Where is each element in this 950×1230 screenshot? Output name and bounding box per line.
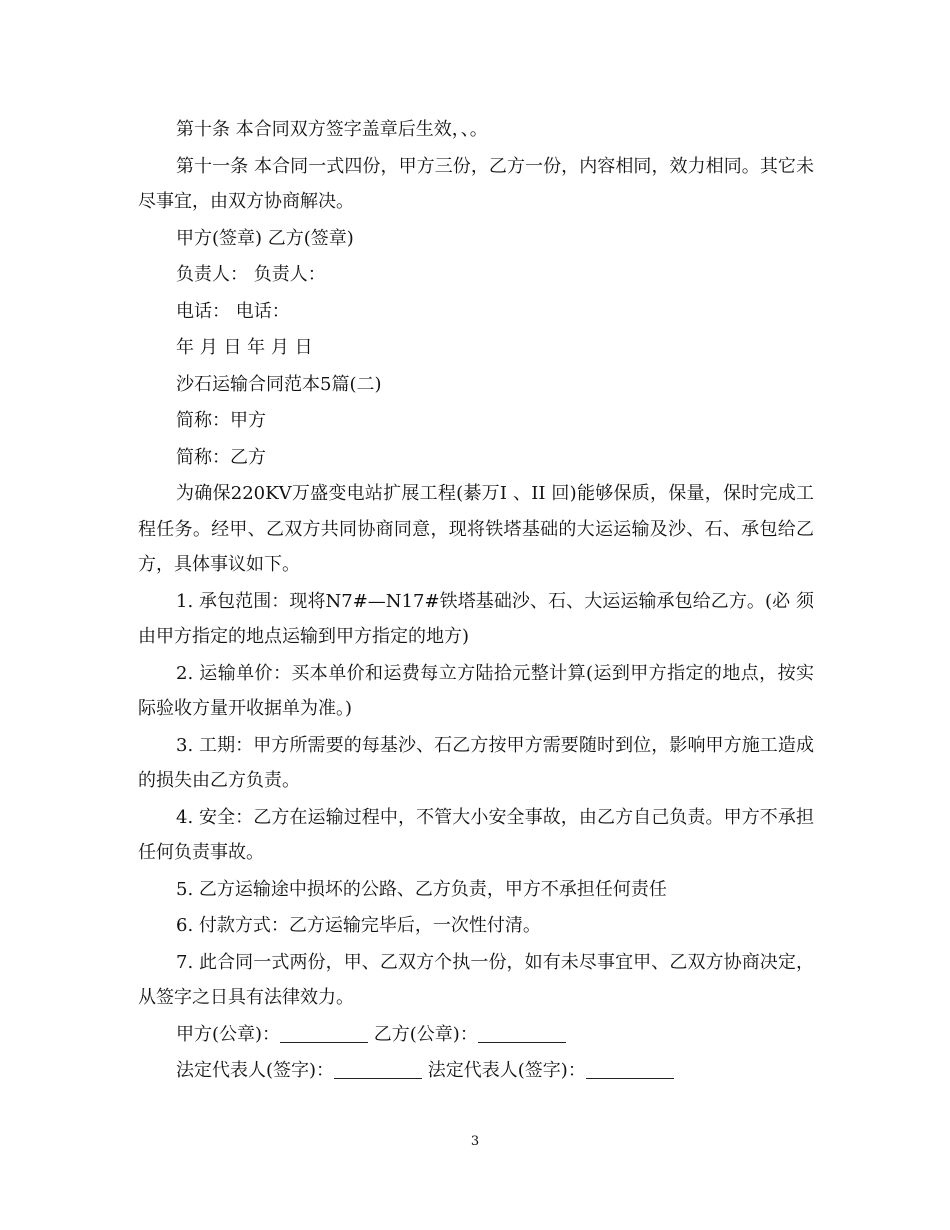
party-b-rep-label: 法定代表人(签字)： <box>427 1060 586 1081</box>
party-a-rep-label: 法定代表人(签字)： <box>176 1060 335 1081</box>
item-5-road-damage: 5. 乙方运输途中损坏的公路、乙方负责，甲方不承担任何责任 <box>176 878 667 900</box>
party-b-seal-label: 乙方(公章)： <box>373 1023 478 1045</box>
clause-10: 第十条 本合同双方签字盖章后生效，、。 <box>176 119 488 140</box>
section-title: 沙石运输合同范本5篇(二) <box>176 373 382 395</box>
intro-paragraph: 为确保220KV万盛变电站扩展工程(綦万I 、II 回)能够保质，保量，保时完成工程任务。经甲、乙双方共同协商同意，现将铁塔基础的大运运输及沙、石、承包给乙方，具体事议如下。 <box>138 483 814 575</box>
page-number: 3 <box>470 1134 480 1149</box>
item-6-payment: 6. 付款方式：乙方运输完毕后，一次性付清。 <box>176 915 541 936</box>
party-a-rep-blank <box>334 1056 422 1079</box>
document-body <box>138 112 814 1090</box>
party-b-abbrev: 简称：乙方 <box>176 446 266 468</box>
seal-row <box>138 1017 814 1053</box>
party-b-seal-blank <box>478 1020 566 1043</box>
signature-labels: 甲方(签章) 乙方(签章) <box>176 227 354 249</box>
item-1-scope: 1. 承包范围：现将N7#—N17#铁塔基础沙、石、大运运输承包给乙方。(必 须由甲方指定的地点运输到甲方指定的地方) <box>138 590 814 647</box>
item-4-safety: 4. 安全：乙方在运输过程中，不管大小安全事故，由乙方自己负责。甲方不承担任何负责事故。 <box>138 806 814 863</box>
party-a-seal-blank <box>280 1020 368 1043</box>
responsible-person-labels: 负责人： 负责人： <box>176 264 326 285</box>
phone-labels: 电话： 电话： <box>176 300 290 322</box>
party-b-rep-blank <box>586 1056 674 1079</box>
date-labels: 年 月 日 年 月 日 <box>176 337 313 358</box>
representative-row <box>138 1053 814 1089</box>
clause-11: 第十一条 本合同一式四份，甲方三份，乙方一份，内容相同，效力相同。其它未尽事宜，由双方协商解决。 <box>138 155 814 212</box>
party-a-abbrev: 简称：甲方 <box>176 410 266 431</box>
item-7-copies: 7. 此合同一式两份，甲、乙双方个执一份，如有未尽事宜甲、乙双方协商决定，从签字之日具有法律效力。 <box>138 951 814 1008</box>
party-a-seal-label: 甲方(公章)： <box>176 1023 281 1045</box>
item-2-unit-price: 2. 运输单价：买本单价和运费每立方陆拾元整计算(运到甲方指定的地点，按实际验收方量开收据单为准。) <box>138 662 814 719</box>
item-3-schedule: 3. 工期：甲方所需要的每基沙、石乙方按甲方需要随时到位，影响甲方施工造成的损失由乙方负责。 <box>138 734 814 791</box>
